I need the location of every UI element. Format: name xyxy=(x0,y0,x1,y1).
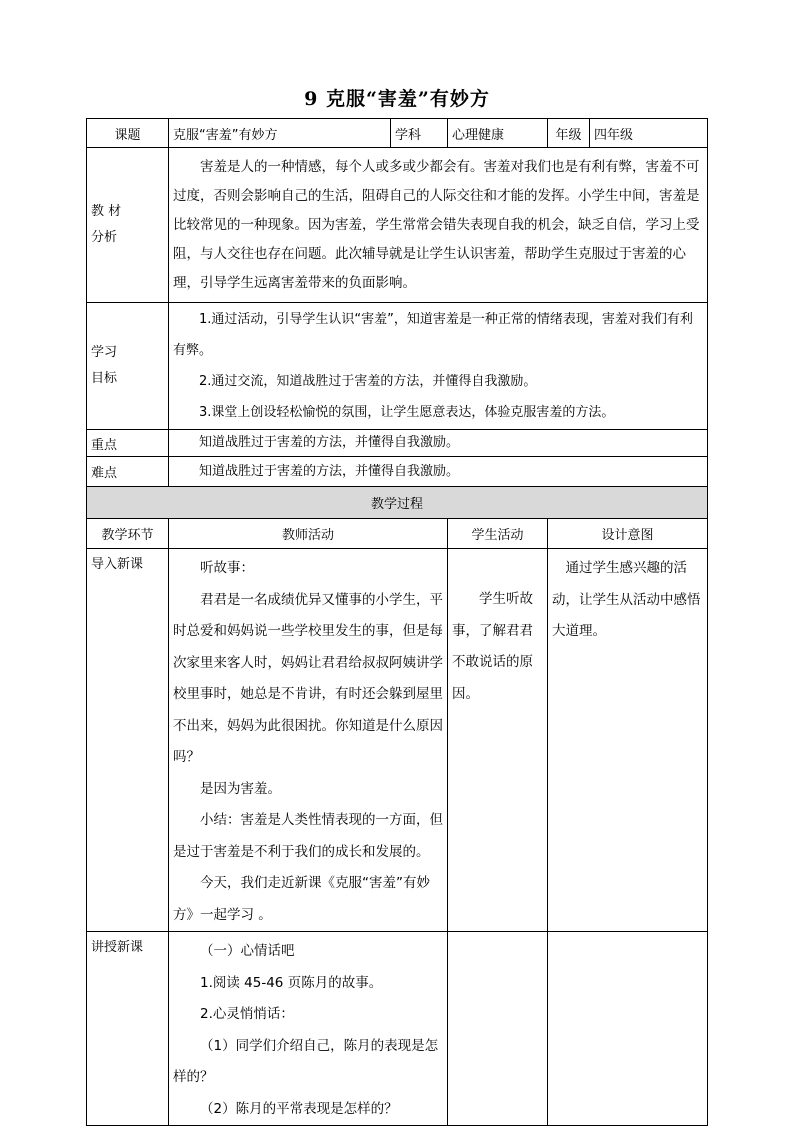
new-lesson-student-activity xyxy=(448,932,548,1126)
objectives-content xyxy=(169,303,708,430)
intro-stage: 导入新课 xyxy=(87,549,169,932)
new-lesson-stage: 讲授新课 xyxy=(87,932,169,1126)
lesson-plan-table xyxy=(86,118,708,1126)
column-student: 学生活动 xyxy=(448,519,548,549)
intro-design-text: 通过学生感兴趣的活动，让学生从活动中感悟大道理。 xyxy=(552,560,701,639)
intro-teacher-paragraph: 是因为害羞。 xyxy=(200,780,281,797)
objectives-label-line2: 目标 xyxy=(91,371,118,386)
difficulty-label: 难点 xyxy=(87,457,169,487)
analysis-text: 害羞是人的一种情感，每个人或多或少都会有。害羞对我们也是有利有弊，害羞不可过度，否则会影响自己的生活，阻碍自己的人际交往和才能的发挥。小学生中间，害羞是比较常见的一种现象。因为害羞，学生常常会错失表现自我的机会，缺乏自信，学习上受阻，与人交往也存在问题。此次辅导就是让学生认识害羞，帮助学生克服过于害羞的心理，引导学生远离害羞带来的负面影响。 xyxy=(173,158,700,291)
column-stage: 教学环节 xyxy=(87,519,169,549)
difficulty-row xyxy=(87,457,708,487)
difficulty-content xyxy=(169,457,708,487)
new-lesson-teacher-paragraph: （2）陈月的平常表现是怎样的？ xyxy=(200,1100,398,1117)
new-lesson-teacher-paragraph: 2.心灵悄悄话： xyxy=(200,1006,294,1022)
column-design: 设计意图 xyxy=(548,519,708,549)
key-point-label: 重点 xyxy=(87,430,169,457)
key-point-content xyxy=(169,430,708,457)
new-lesson-teacher-activity xyxy=(169,932,448,1126)
column-teacher: 教师活动 xyxy=(169,519,448,549)
process-header: 教学过程 xyxy=(87,487,708,519)
new-lesson-teacher-paragraph: 1.阅读 45-46 页陈月的故事。 xyxy=(200,974,383,991)
objective-item: 1.通过活动，引导学生认识“害羞”，知道害羞是一种正常的情绪表现，害羞对我们有利有弊。 xyxy=(173,312,693,358)
process-header-row xyxy=(87,487,708,519)
analysis-label-line2: 分析 xyxy=(91,230,118,245)
grade-value: 四年级 xyxy=(590,119,708,148)
process-columns-row xyxy=(87,519,708,549)
analysis-label xyxy=(87,148,169,303)
analysis-content xyxy=(169,148,708,303)
subject-label: 学科 xyxy=(391,119,448,148)
new-lesson-row xyxy=(87,932,708,1126)
new-lesson-teacher-paragraph: （1）同学们介绍自己，陈月的表现是怎样的？ xyxy=(173,1037,439,1085)
objective-item: 3.课堂上创设轻松愉悦的氛围，让学生愿意表达，体验克服害羞的方法。 xyxy=(199,405,615,420)
intro-teacher-paragraph: 今天，我们走近新课《克服“害羞”有妙方》一起学习 。 xyxy=(173,875,430,923)
difficulty-text: 知道战胜过于害羞的方法，并懂得自我激励。 xyxy=(199,463,460,479)
objectives-label xyxy=(87,303,169,430)
objective-item: 2.通过交流，知道战胜过于害羞的方法，并懂得自我激励。 xyxy=(199,374,537,389)
objectives-row xyxy=(87,303,708,430)
intro-teacher-paragraph: 听故事： xyxy=(200,560,254,576)
grade-label: 年级 xyxy=(548,119,590,148)
intro-row xyxy=(87,549,708,932)
intro-design-intent xyxy=(548,549,708,932)
intro-teacher-paragraph: 君君是一名成绩优异又懂事的小学生，平时总爱和妈妈说一些学校里发生的事，但是每次家里来客人时，妈妈让君君给叔叔阿姨讲学校里事时，她总是不肯讲，有时还会躲到屋里不出来，妈妈为此很困扰。你知道是什么原因吗？ xyxy=(173,591,443,765)
intro-student-text: 学生听故事，了解君君不敢说话的原因。 xyxy=(452,591,533,702)
intro-student-activity xyxy=(448,549,548,932)
topic-value: 克服“害羞”有妙方 xyxy=(169,119,391,148)
subject-value: 心理健康 xyxy=(448,119,548,148)
new-lesson-design-intent xyxy=(548,932,708,1126)
new-lesson-teacher-paragraph: （一）心情话吧 xyxy=(200,943,295,959)
analysis-row xyxy=(87,148,708,303)
analysis-label-line1: 教 材 xyxy=(91,204,122,219)
objectives-label-line1: 学习 xyxy=(91,345,118,360)
intro-teacher-paragraph: 小结：害羞是人类性情表现的一方面，但是过于害羞是不利于我们的成长和发展的。 xyxy=(173,812,443,860)
header-row xyxy=(87,119,708,148)
topic-label: 课题 xyxy=(87,119,169,148)
key-point-row xyxy=(87,430,708,457)
page-title: 9 克服“害羞”有妙方 xyxy=(304,88,490,110)
key-point-text: 知道战胜过于害羞的方法，并懂得自我激励。 xyxy=(199,435,460,450)
intro-teacher-activity xyxy=(169,549,448,932)
